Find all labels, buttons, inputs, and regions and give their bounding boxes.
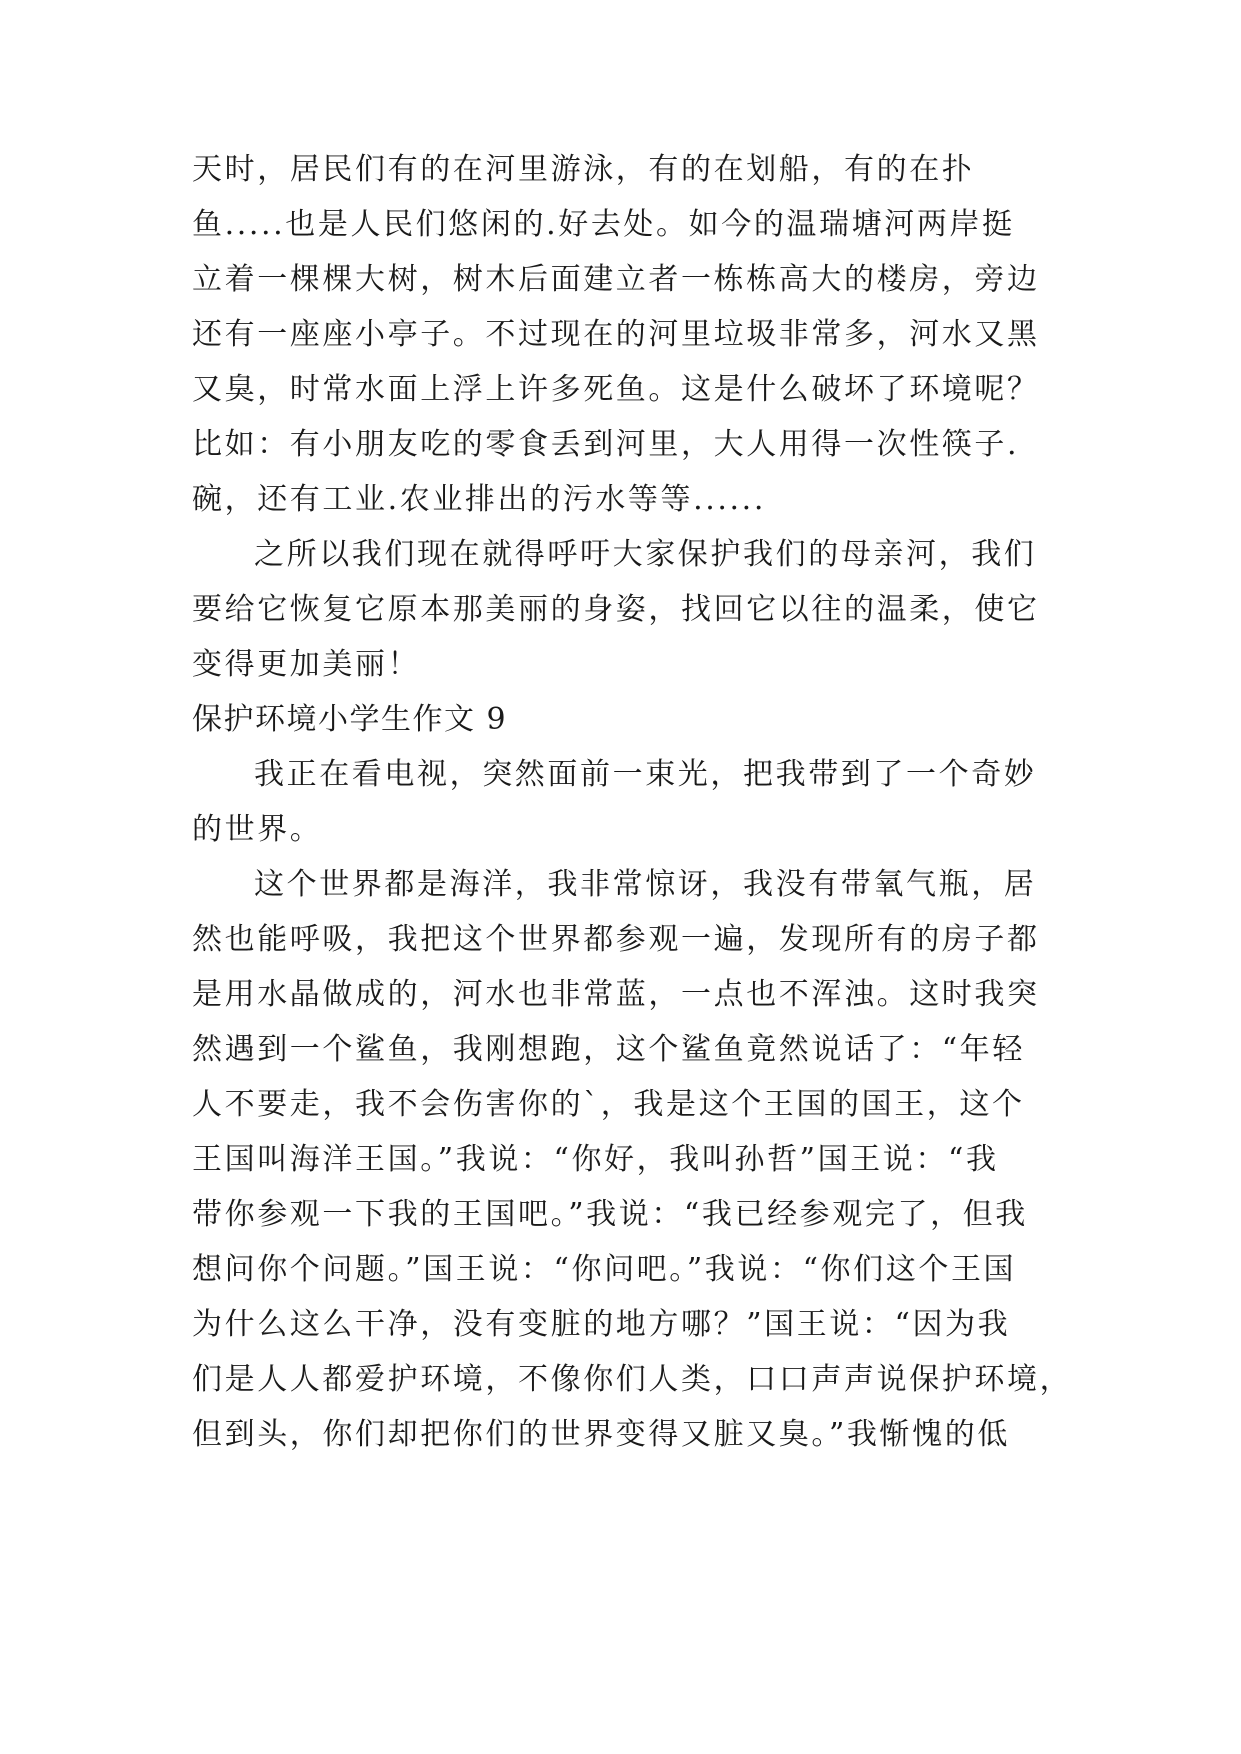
text-line: 比如：有小朋友吃的零食丢到河里，大人用得一次性筷子.	[192, 427, 1020, 462]
text-line: 变得更加美丽！	[192, 647, 421, 682]
text-line: 但到头，你们却把你们的世界变得又脏又臭。”我惭愧的低	[192, 1417, 1010, 1452]
text-line: 想问你个问题。”国王说：“你问吧。”我说：“你们这个王国	[192, 1252, 1017, 1287]
text-line: 为什么这么干净，没有变脏的地方哪？”国王说：“因为我	[192, 1307, 1011, 1342]
text-line: 带你参观一下我的王国吧。”我说：“我已经参观完了，但我	[192, 1197, 1028, 1232]
text-line: 人不要走，我不会伤害你的`，我是这个王国的国王，这个	[192, 1087, 1025, 1122]
text-line: 们是人人都爱护环境，不像你们人类，口口声声说保护环境，	[192, 1362, 1073, 1397]
text-line: 我正在看电视，突然面前一束光，把我带到了一个奇妙	[254, 757, 1037, 792]
text-line: 立着一棵棵大树，树木后面建立者一栋栋高大的楼房，旁边	[192, 262, 1040, 297]
text-line: 又臭，时常水面上浮上许多死鱼。这是什么破坏了环境呢？	[192, 372, 1040, 407]
text-line: 然也能呼吸，我把这个世界都参观一遍，发现所有的房子都	[192, 922, 1040, 957]
essay-heading: 保护环境小学生作文 9	[192, 702, 508, 737]
text-line: 的世界。	[192, 812, 323, 847]
text-line: 碗，还有工业.农业排出的污水等等......	[192, 482, 766, 517]
text-line: 天时，居民们有的在河里游泳，有的在划船，有的在扑	[192, 152, 975, 187]
text-line: 然遇到一个鲨鱼，我刚想跑，这个鲨鱼竟然说话了：“年轻	[192, 1032, 1025, 1067]
text-line: 之所以我们现在就得呼吁大家保护我们的母亲河，我们	[254, 537, 1037, 572]
text-line: 这个世界都是海洋，我非常惊讶，我没有带氧气瓶，居	[254, 867, 1037, 902]
text-line: 王国叫海洋王国。”我说：“你好，我叫孙哲”国王说：“我	[192, 1142, 999, 1177]
text-line: 鱼.....也是人民们悠闲的.好去处。如今的温瑞塘河两岸挺	[192, 207, 1015, 242]
text-line: 要给它恢复它原本那美丽的身姿，找回它以往的温柔，使它	[192, 592, 1040, 627]
text-line: 还有一座座小亭子。不过现在的河里垃圾非常多，河水又黑	[192, 317, 1040, 352]
text-line: 是用水晶做成的，河水也非常蓝，一点也不浑浊。这时我突	[192, 977, 1040, 1012]
